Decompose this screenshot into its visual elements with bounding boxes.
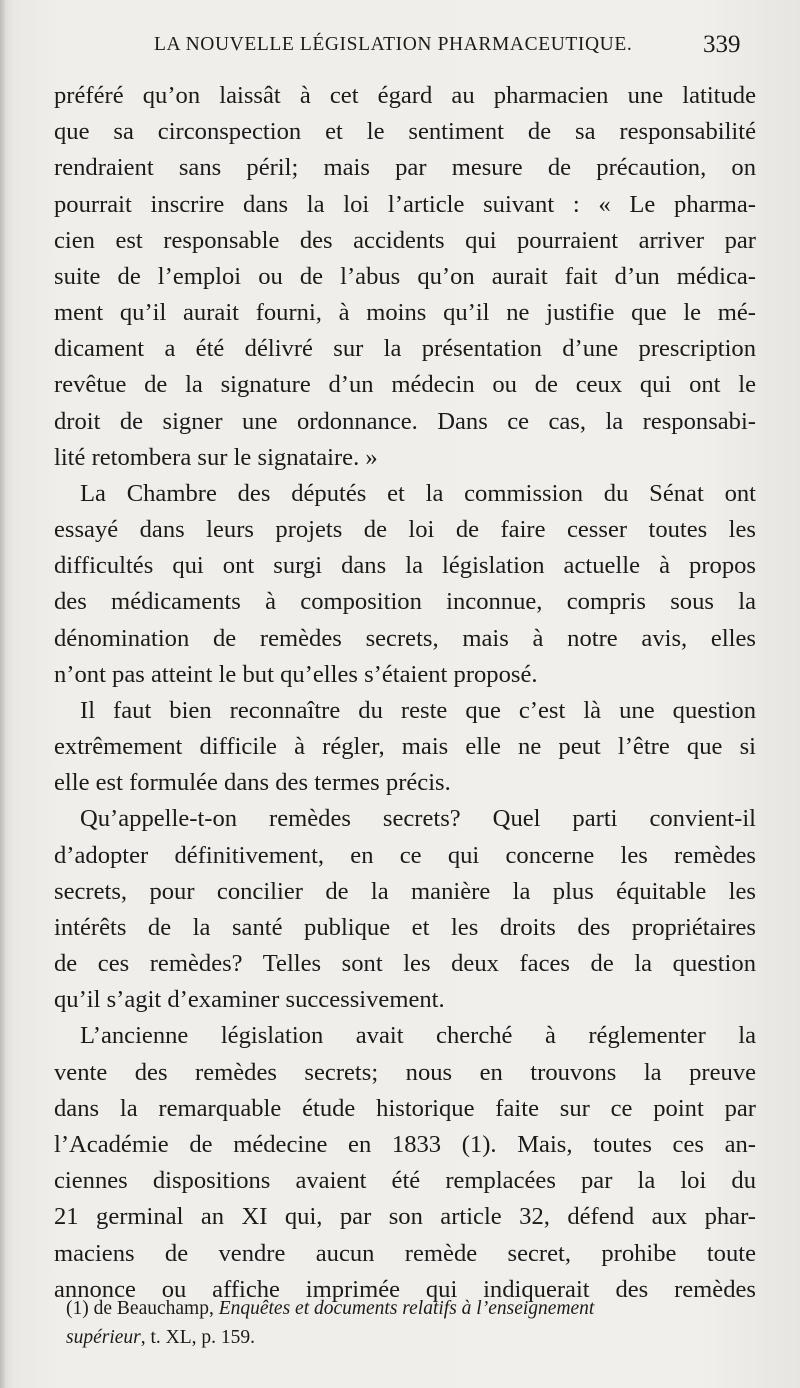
text-line: Qu’appelle-t-on remèdes secrets? Quel parti convient-il [80,805,756,833]
text-line: droit de signer une ordonnance. Dans ce cas, la responsabi- [54,407,756,435]
page-binding-shadow [0,0,6,1388]
footnote-marker: (1) [66,1298,89,1319]
text-line: intérêts de la santé publique et les droits des propriétaires [54,913,756,941]
text-line: lité retombera sur le signataire. » [54,443,378,471]
text-line: revêtue de la signature d’un médecin ou de ceux qui ont le [54,371,756,399]
text-line: 21 germinal an XI qui, par son article 32, défend aux phar- [54,1203,756,1231]
text-line: extrêmement difficile à régler, mais elle ne peut l’être que si [54,733,756,761]
footnote [66,1294,766,1352]
text-line: des médicaments à composition inconnue, compris sous la [54,588,756,616]
text-line: maciens de vendre aucun remède secret, prohibe toute [54,1239,756,1267]
footnote-reference: , t. XL, p. 159. [140,1327,256,1348]
text-line: ciennes dispositions avaient été remplacées par la loi du [54,1167,756,1195]
text-line: d’adopter définitivement, en ce qui concerne les remèdes [54,841,756,869]
text-line: pourrait inscrire dans la loi l’article suivant : « Le pharma- [54,190,756,218]
text-line: vente des remèdes secrets; nous en trouvons la preuve [54,1058,756,1086]
text-line: La Chambre des députés et la commission du Sénat ont [80,479,756,507]
footnote-line-2 [66,1323,766,1352]
page-header [0,28,800,68]
body-text [54,78,756,1308]
footnote-title-continued: supérieur [66,1327,141,1348]
text-line: préféré qu’on laissât à cet égard au pharmacien une latitude [54,82,756,109]
text-line: essayé dans leurs projets de loi de faire cesser toutes les [54,516,756,544]
text-line: ment qu’il aurait fourni, à moins qu’il ne justifie que le mé- [54,299,756,327]
text-line: L’ancienne législation avait cherché à réglementer la [80,1022,756,1050]
text-line: dénomination de remèdes secrets, mais à notre avis, elles [54,624,756,652]
text-line: que sa circonspection et le sentiment de sa responsabilité [54,118,756,146]
text-line: rendraient sans péril; mais par mesure de précaution, on [54,154,756,182]
text-line: dans la remarquable étude historique faite sur ce point par [54,1094,756,1122]
footnote-line-1 [66,1294,766,1323]
text-line: Il faut bien reconnaître du reste que c’est là une question [80,696,756,724]
footnote-author: de Beauchamp, [93,1298,214,1319]
text-line: de ces remèdes? Telles sont les deux faces de la question [54,950,756,978]
footnote-title: Enquêtes et documents relatifs à l’enseignement [218,1298,595,1319]
text-line: secrets, pour concilier de la manière la plus équitable les [54,877,756,905]
running-title: LA NOUVELLE LÉGISLATION PHARMACEUTIQUE. [154,34,633,55]
text-line: n’ont pas atteint le but qu’elles s’étaient proposé. [54,660,538,688]
text-line: l’Académie de médecine en 1833 (1). Mais, toutes ces an- [54,1130,756,1158]
page-number: 339 [703,31,741,58]
text-line: qu’il s’agit d’examiner successivement. [54,986,445,1014]
text-line: difficultés qui ont surgi dans la législation actuelle à propos [54,552,756,580]
text-line: suite de l’emploi ou de l’abus qu’on aurait fait d’un médica- [54,262,756,290]
text-line: annonce ou affiche imprimée qui indiquerait des remèdes [54,1275,756,1303]
text-line: elle est formulée dans des termes précis. [54,769,451,797]
text-line: cien est responsable des accidents qui pourraient arriver par [54,226,756,254]
text-line: dicament a été délivré sur la présentation d’une prescription [54,335,756,363]
